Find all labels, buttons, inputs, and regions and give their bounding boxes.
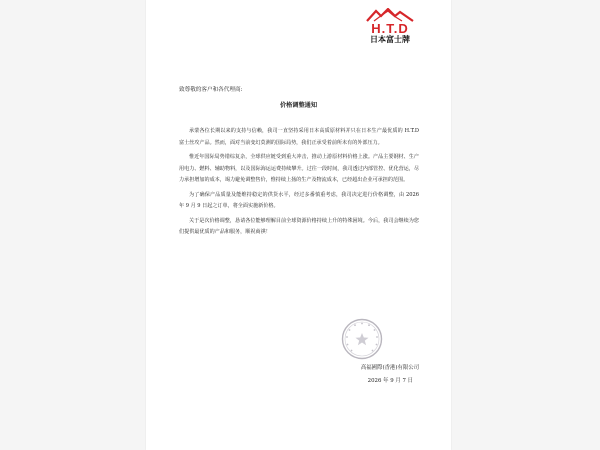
company-logo: [355, 8, 425, 60]
paragraph-3: 为了确保产品质量及能维持稳定的供货水平，经过多番慎重考虑，我司决定进行价格调整，由 2026 年 9 月 9 日起之订单，将全面实施新价格。: [179, 191, 419, 209]
letter-date: 2026 年 9 月 7 日: [367, 378, 413, 384]
salutation: 致尊敬的客户和各代理商:: [179, 87, 243, 93]
company-signature: 高福國際(香港)有限公司: [360, 365, 419, 371]
logo-subtitle: 日本富士牌: [370, 35, 410, 44]
paragraph-4: 关于是次价格调整，恳请各位能够理解目前全球资源价格持续上升的特殊困境。今后，我司会继续为您们提供最优质的产品和服务，顺祝商祺！: [179, 217, 419, 235]
paragraph-2: 惟近年国际局势错综复杂，全球供应链受到重大冲击，推动上游原材料价格上涨。产品主要钢材、生产用电力、燃料、辅助物料，以及国际海运运费持续攀升。过往一段时间，我司透过内部管控、优化营运，尽力承担增加的成本，竭力避免调整售价，惟持续上扬的生产及物流成本，已经超出企业可承担的范围。: [179, 154, 419, 183]
logo-letters: H.T.D: [371, 21, 409, 36]
mountain-logo-icon: [366, 8, 414, 22]
letter-body: [179, 126, 419, 242]
company-seal-icon: [341, 318, 383, 360]
notice-title: 价格调整通知: [279, 102, 318, 109]
letter-page: [146, 0, 451, 450]
paragraph-1: 承蒙各位长期以来的支持与信赖，我司一直坚持采用日本高质原材料并只在日本生产最优质的 H.T.D 富士丝攻产品。然而，面对当前变幻莫测的国际局势，我们正承受着前所未有的外部压力。: [179, 128, 419, 146]
